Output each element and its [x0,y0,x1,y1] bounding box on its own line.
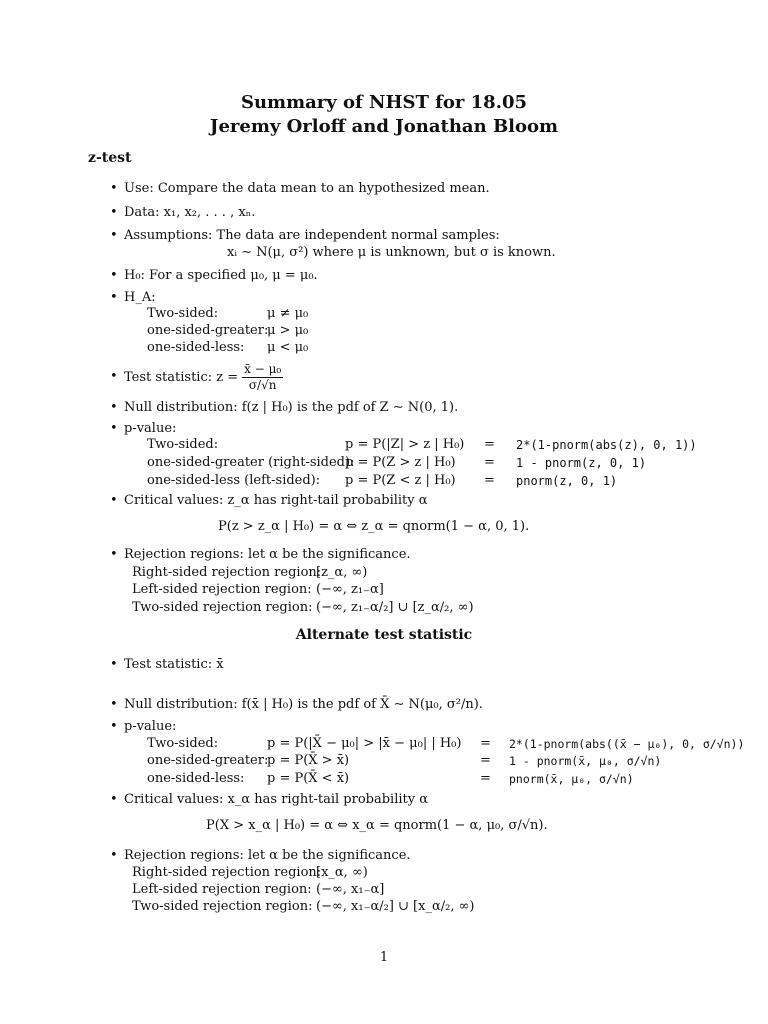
null-distribution-text: Null distribution: f(z | H₀) is the pdf of Z ∼ N(0, 1). [124,400,459,415]
pvalue-row-code: 1 - pnorm(z, 0, 1) [516,456,647,470]
ha-row-expr: μ ≠ μ₀ [267,306,309,321]
ha-row-expr: μ > μ₀ [267,323,309,338]
ha-row-label: one-sided-less: [147,340,245,355]
bullet-icon: • [110,400,118,415]
alt-pvalue-row-eq: = [480,736,491,751]
bullet-icon: • [110,369,118,384]
bullet-icon: • [110,290,118,305]
pvalue-row-eq: = [484,437,495,452]
pvalue-row-expr: p = P(Z < z | H₀) [345,473,456,488]
ha-row-label: one-sided-greater: [147,323,269,338]
bullet-icon: • [110,697,118,712]
alt-rejection-row-expr: (−∞, x₁₋α/₂] ∪ [x_α/₂, ∞) [316,899,475,914]
bullet-icon: • [110,719,118,734]
section-heading-alternate: Alternate test statistic [295,627,473,643]
rejection-regions-text: Rejection regions: let α be the significance. [124,547,411,562]
test-statistic-label: Test statistic: z = [124,370,239,385]
test-statistic-fraction [242,362,283,393]
pvalue-row-expr: p = P(Z > z | H₀) [345,455,456,470]
rejection-row-expr: (−∞, z₁₋α/₂] ∪ [z_α/₂, ∞) [316,600,474,615]
alt-pvalue-label: p-value: [124,719,177,734]
bullet-icon: • [110,205,118,220]
ha-row-expr: μ < μ₀ [267,340,309,355]
pvalue-row-expr: p = P(|Z| > z | H₀) [345,437,465,452]
bullet-icon: • [110,181,118,196]
alt-pvalue-row-code: 1 - pnorm(x̄, μ₀, σ/√n) [509,754,662,768]
section-heading-z-test: z-test [88,150,132,166]
alt-pvalue-row-code: 2*(1-pnorm(abs((x̄ − μ₀), 0, σ/√n)) [509,737,745,751]
pvalue-label: p-value: [124,421,177,436]
pvalue-row-label: one-sided-less (left-sided): [147,473,321,488]
alt-null-distribution: Null distribution: f(x̄ | H₀) is the pdf of X̄ ∼ N(μ₀, σ²/n). [124,697,483,712]
assumptions-detail: xᵢ ∼ N(μ, σ²) where μ is unknown, but σ is known. [227,245,556,260]
critical-values-equation: P(z > z_α | H₀) = α ⇔ z_α = qnorm(1 − α, 0, 1). [218,519,530,534]
pvalue-row-eq: = [484,473,495,488]
alt-pvalue-row-expr: p = P(X̄ < x̄) [267,771,350,786]
bullet-icon: • [110,268,118,283]
rejection-row-expr: (−∞, z₁₋α] [316,582,384,597]
page-number: 1 [379,950,389,965]
alt-pvalue-row-label: one-sided-greater: [147,753,269,768]
alt-pvalue-row-expr: p = P(X̄ > x̄) [267,753,350,768]
alt-pvalue-row-label: Two-sided: [147,736,219,751]
bullet-icon: • [110,547,118,562]
title-line-2: Jeremy Orloff and Jonathan Bloom [209,116,559,137]
alt-rejection-row-expr: [x_α, ∞) [316,865,368,880]
h0-text: H₀: For a specified μ₀, μ = μ₀. [124,268,318,283]
alt-pvalue-row-expr: p = P(|X̄ − μ₀| > |x̄ − μ₀| | H₀) [267,736,462,751]
alt-rejection-row-expr: (−∞, x₁₋α] [316,882,385,897]
alt-pvalue-row-eq: = [480,771,491,786]
alt-rejection-regions-text: Rejection regions: let α be the significance. [124,848,411,863]
alt-test-statistic: Test statistic: x̄ [124,657,224,672]
alt-critical-values-text: Critical values: x_α has right-tail probability α [124,792,429,807]
rejection-row-label: Two-sided rejection region: [132,600,313,615]
rejection-row-label: Right-sided rejection region: [132,565,322,580]
pvalue-row-eq: = [484,455,495,470]
alt-critical-values-equation: P(X > x_α | H₀) = α ⇔ x_α = qnorm(1 − α, μ₀, σ/√n). [206,818,548,833]
rejection-row-label: Left-sided rejection region: [132,582,312,597]
test-statistic [124,362,283,393]
pvalue-row-label: Two-sided: [147,437,219,452]
ha-label: H_A: [124,290,156,305]
rejection-row-expr: [z_α, ∞) [316,565,368,580]
pvalue-row-code: 2*(1-pnorm(abs(z), 0, 1)) [516,438,697,452]
alt-rejection-row-label: Left-sided rejection region: [132,882,312,897]
ha-row-label: Two-sided: [147,306,219,321]
pvalue-row-code: pnorm(z, 0, 1) [516,474,618,488]
use-text: Use: Compare the data mean to an hypothesized mean. [124,181,490,196]
fraction-denominator: σ/√n [248,378,277,392]
bullet-icon: • [110,421,118,436]
alt-pvalue-row-label: one-sided-less: [147,771,245,786]
alt-pvalue-row-code: pnorm(x̄, μ₀, σ/√n) [509,772,634,786]
critical-values-text: Critical values: z_α has right-tail probability α [124,493,428,508]
alt-rejection-row-label: Right-sided rejection region: [132,865,322,880]
bullet-icon: • [110,657,118,672]
fraction-numerator: x̄ − μ₀ [244,362,282,376]
bullet-icon: • [110,493,118,508]
alt-pvalue-row-eq: = [480,753,491,768]
alt-rejection-row-label: Two-sided rejection region: [132,899,313,914]
title-line-1: Summary of NHST for 18.05 [240,92,528,113]
pvalue-row-label: one-sided-greater (right-sided): [147,455,355,470]
bullet-icon: • [110,848,118,863]
bullet-icon: • [110,228,118,243]
assumptions-text: Assumptions: The data are independent normal samples: [124,228,500,243]
data-text: Data: x₁, x₂, . . . , xₙ. [124,205,256,220]
bullet-icon: • [110,792,118,807]
